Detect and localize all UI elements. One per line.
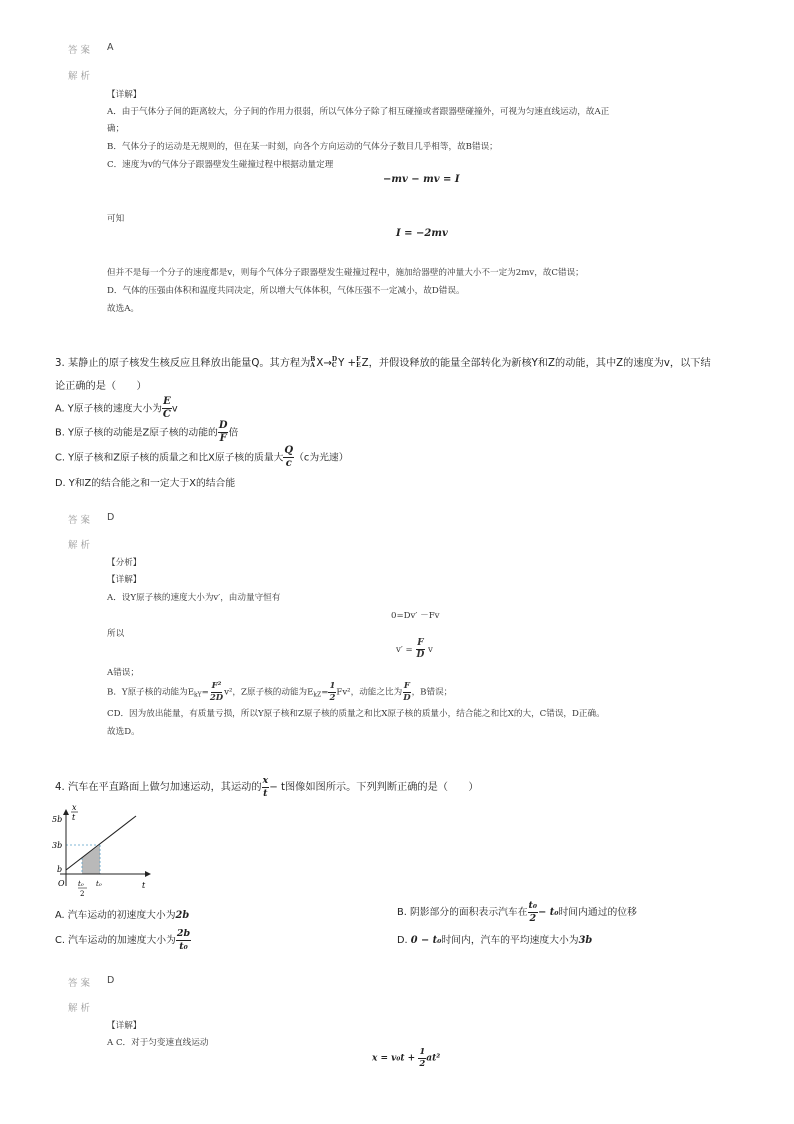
answer-label: 答案: [68, 978, 94, 989]
option-d[interactable]: D. 0 − t₀时间内，汽车的平均速度大小为3b: [397, 935, 593, 946]
tick-t0half-num: t₀: [78, 880, 84, 888]
tick-t0half-den: 2: [80, 890, 85, 898]
question-stem-line2: 论正确的是（ ）: [55, 381, 147, 392]
detail-tag: 【详解】: [107, 1021, 142, 1031]
y-axis-label-den: t: [72, 813, 76, 822]
conclusion: 故选A。: [107, 304, 139, 314]
explanation-line: A C．对于匀变速直线运动: [107, 1038, 209, 1048]
analysis-tag: 【分析】: [107, 558, 142, 568]
formula: x = v₀t + $\frac{1}{2}$ at²: [372, 1047, 441, 1069]
xt-graph: [50, 796, 160, 908]
explanation-line: A．设Y原子核的速度大小为v′，由动量守恒有: [107, 593, 281, 603]
tick-5b: 5b: [52, 815, 63, 824]
x-axis-label: t: [142, 881, 146, 890]
explanation-line: A．由于气体分子间的距离较大，分子间的作用力很弱，所以气体分子除了相互碰撞或者跟器壁碰撞外，可视为匀速直线运动，故A正: [107, 107, 610, 117]
analysis-label: 解析: [68, 71, 94, 82]
explanation-line: B．气体分子的运动是无规则的，但在某一时刻，向各个方向运动的气体分子数目几乎相等，故B错误；: [107, 142, 498, 152]
question-stem: 3. 某静止的原子核发生核反应且释放出能量Q。其方程为 B A X→ D C Y + F E Z，并假设释放的能量全部转化为新核Y和Z的动能，其中Z的速度为v，以下结: [55, 356, 711, 369]
detail-tag: 【详解】: [107, 90, 142, 100]
answer-value: D: [107, 975, 115, 986]
explanation-line: 所以: [107, 629, 125, 639]
tick-b: b: [57, 865, 63, 874]
explanation-line: CD．因为放出能量，有质量亏损，所以Y原子核和Z原子核的质量之和比X原子核的质量小，结合能之和比X的大，C错误，D正确。: [107, 709, 605, 719]
explanation-line: A错误；: [107, 668, 139, 678]
option-c[interactable]: C. 汽车运动的加速度大小为 $\frac{2b}{\text{t₀}}$: [55, 928, 191, 952]
explanation-line: 但并不是每一个分子的速度都是v，则每个气体分子跟器壁发生碰撞过程中，施加给器壁的冲量大小不一定为2mv，故C错误；: [107, 268, 584, 278]
tick-t0: t₀: [96, 880, 102, 888]
tick-3b: 3b: [52, 841, 63, 850]
formula: 0=Dv′ －Fv: [391, 611, 440, 621]
nuclide-X: B A: [310, 356, 316, 369]
option-a[interactable]: A. 汽车运动的初速度大小为2b: [55, 910, 190, 921]
analysis-label: 解析: [68, 540, 94, 551]
analysis-label: 解析: [68, 1003, 94, 1014]
option-a[interactable]: A. Y原子核的速度大小为 $\frac{E}{C}$ v: [55, 396, 178, 420]
explanation-line: 确；: [107, 124, 125, 134]
y-axis-label-num: x: [72, 803, 77, 812]
origin-label: O: [58, 879, 65, 888]
explanation-line: D．气体的压强由体积和温度共同决定，所以增大气体体积，气体压强不一定减小，故D错误。: [107, 286, 465, 296]
option-c[interactable]: C. Y原子核和Z原子核的质量之和比X原子核的质量大 $\frac{Q}{c}$ （c为光速）: [55, 445, 349, 469]
formula: I = −2mv: [396, 228, 448, 239]
detail-tag: 【详解】: [107, 575, 142, 585]
explanation-line: C．速度为v的气体分子跟器壁发生碰撞过程中根据动量定理: [107, 160, 334, 170]
nuclide-Y: D C: [331, 356, 338, 369]
conclusion: 故选D。: [107, 727, 140, 737]
option-b[interactable]: B. 阴影部分的面积表示汽车在 $\frac{\text{t₀}}{2}$ − t₀时间内通过的位移: [397, 900, 637, 924]
answer-value: D: [107, 512, 115, 523]
shaded-area: [82, 845, 100, 874]
option-b[interactable]: B. Y原子核的动能是Z原子核的动能的 $\frac{D}{F}$ 倍: [55, 420, 239, 444]
explanation-line: B．Y原子核的动能为$E_{kY}=$ $\frac{\text{F²}}{2D}$ v²，Z原子核的动能为$E_{kZ}=$ $\frac{1}{2}$ Fv²，动能之比为 $\frac{F}{D}$ ，B错误；: [107, 681, 453, 703]
answer-value: A: [107, 42, 114, 53]
answer-label: 答案: [68, 45, 94, 56]
nuclide-Z: F E: [356, 356, 361, 369]
formula: v′ = $\frac{F}{D}$ v: [396, 638, 433, 660]
formula: −mv − mv = I: [383, 174, 460, 185]
question-stem: 4. 汽车在平直路面上做匀加速运动，其运动的 $\frac{x}{t}$ − t图像如图所示。下列判断正确的是（ ）: [55, 775, 479, 799]
answer-label: 答案: [68, 515, 94, 526]
option-d[interactable]: D. Y和Z的结合能之和一定大于X的结合能: [55, 478, 236, 489]
data-line: [66, 816, 136, 870]
explanation-line: 可知: [107, 214, 125, 224]
